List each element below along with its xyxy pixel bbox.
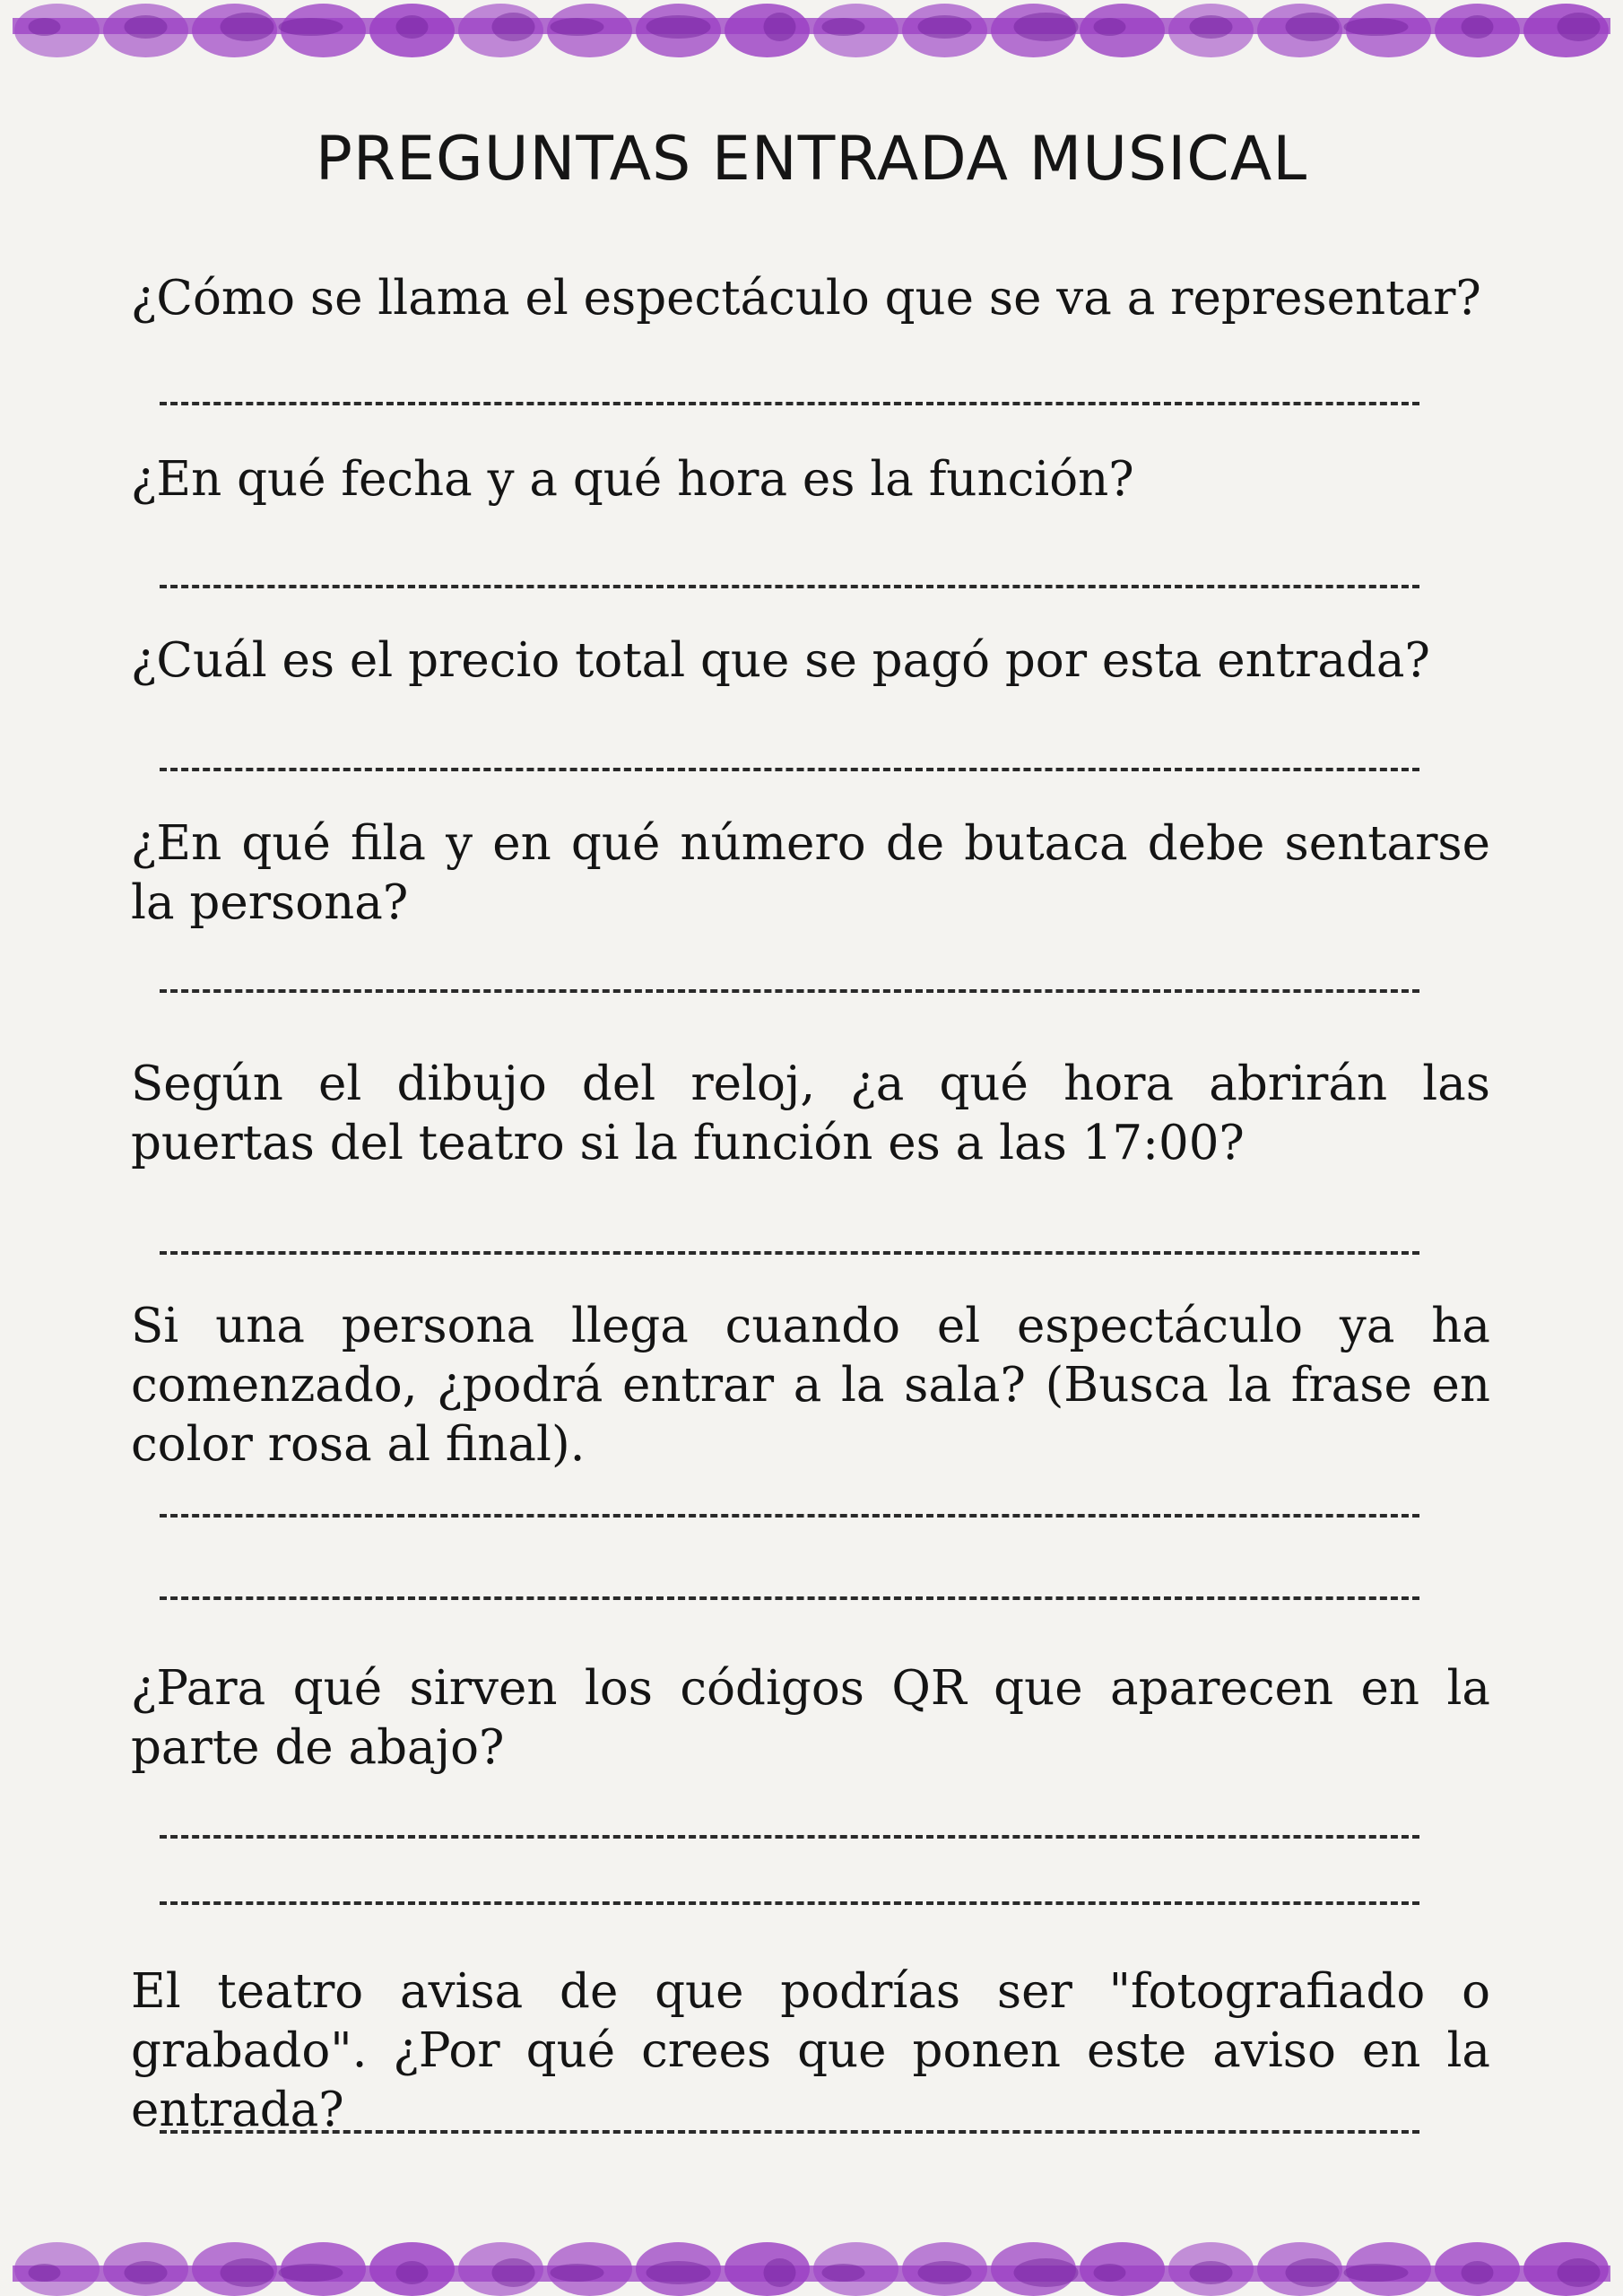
answer-line-5[interactable] [160,1251,1419,1255]
answer-line-1[interactable] [160,402,1419,405]
question-2: ¿En qué fecha y a qué hora es la función? [131,452,1134,507]
answer-line-6a[interactable] [160,1514,1419,1518]
question-8: El teatro avisa de que podrías ser "fotografiado o grabado". ¿Por qué crees que ponen este aviso en la entrada? [131,1964,1490,2137]
question-3: ¿Cuál es el precio total que se pagó por esta entrada? [131,633,1430,688]
watercolor-scallop-border-top [0,0,1623,99]
answer-line-6b[interactable] [160,1596,1419,1600]
question-6: Si una persona llega cuando el espectáculo ya ha comenzado, ¿podrá entrar a la sala? (Busca la frase en color rosa al final). [131,1299,1490,1472]
question-1: ¿Cómo se llama el espectáculo que se va a representar? [131,271,1481,326]
question-4: ¿En qué fila y en qué número de butaca debe sentarse la persona? [131,816,1490,930]
question-7: ¿Para qué sirven los códigos QR que aparecen en la parte de abajo? [131,1661,1490,1775]
question-5: Según el dibujo del reloj, ¿a qué hora abrirán las puertas del teatro si la función es a las 17:00? [131,1057,1490,1170]
answer-line-7a[interactable] [160,1835,1419,1839]
answer-line-7b[interactable] [160,1901,1419,1905]
watercolor-scallop-border-bottom [0,2197,1623,2296]
answer-line-8[interactable] [160,2130,1419,2134]
answer-line-2[interactable] [160,585,1419,588]
answer-line-3[interactable] [160,768,1419,771]
worksheet-title: PREGUNTAS ENTRADA MUSICAL [315,124,1308,195]
answer-line-4[interactable] [160,989,1419,993]
